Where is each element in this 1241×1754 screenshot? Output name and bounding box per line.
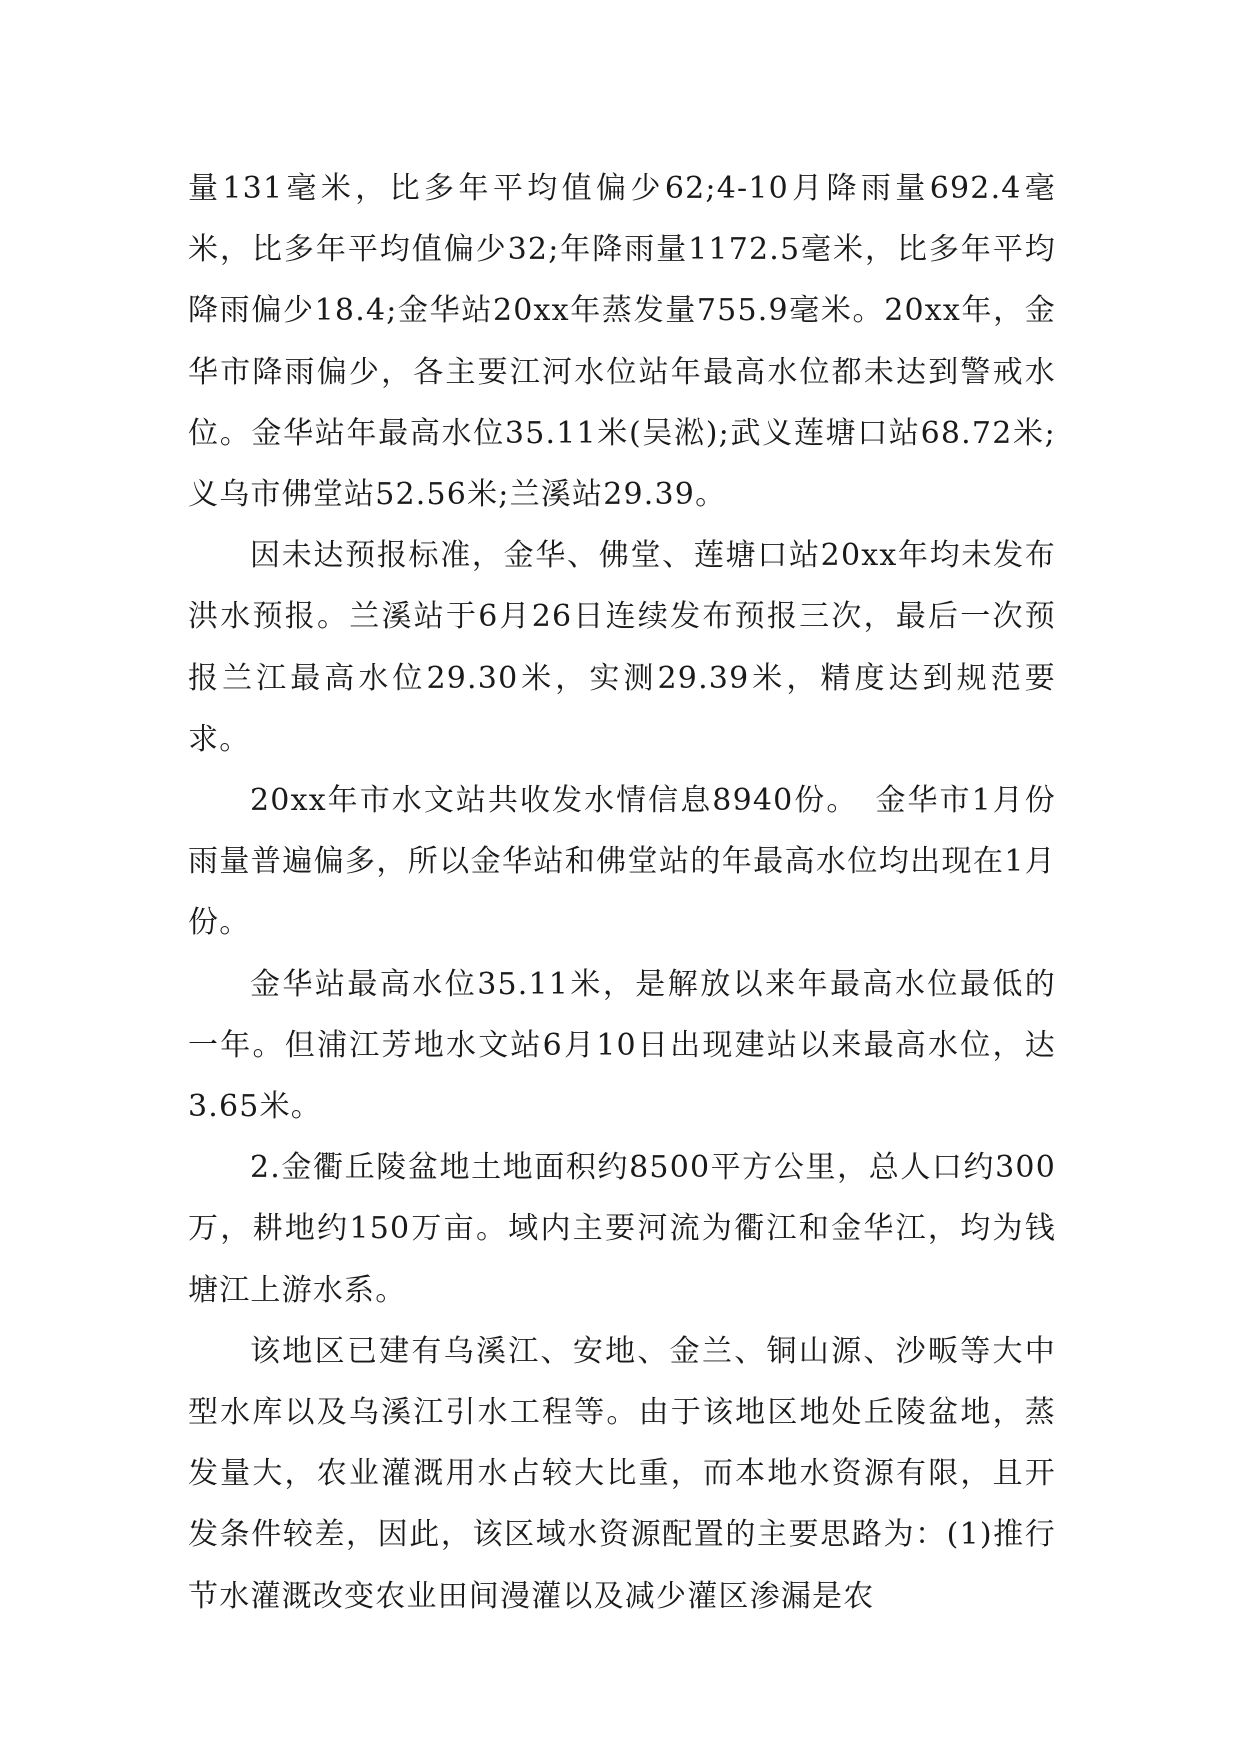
paragraph-basin-overview: 2.金衢丘陵盆地土地面积约8500平方公里，总人口约300万，耕地约150万亩。域内主要河流为衢江和金华江，均为钱塘江上游水系。 bbox=[188, 1150, 1056, 1308]
paragraph-highest-water-level: 金华站最高水位35.11米，是解放以来年最高水位最低的一年。但浦江芳地水文站6月10日出现建站以来最高水位，达3.65米。 bbox=[188, 966, 1056, 1125]
paragraph-rainfall-summary: 量131毫米，比多年平均值偏少62;4-10月降雨量692.4毫米，比多年平均值偏少32;年降雨量1172.5毫米，比多年平均降雨偏少18.4;金华站20xx年蒸发量755.9毫米。20xx年，金华市降雨偏少，各主要江河水位站年最高水位都未达到警戒水位。金华站年最高水位35.11米(吴淞);武义莲塘口站68.72米;义乌市佛堂站52.56米;兰溪站29.39。 bbox=[188, 171, 1056, 513]
paragraph-hydrology-info: 20xx年市水文站共收发水情信息8940份。 金华市1月份雨量普遍偏多，所以金华站和佛堂站的年最高水位均出现在1月份。 bbox=[188, 783, 1056, 941]
document-body bbox=[188, 158, 1056, 1627]
paragraph-water-resource-plan: 该地区已建有乌溪江、安地、金兰、铜山源、沙畈等大中型水库以及乌溪江引水工程等。由于该地区地处丘陵盆地，蒸发量大，农业灌溉用水占较大比重，而本地水资源有限，且开发条件较差，因此，该区域水资源配置的主要思路为：(1)推行节水灌溉改变农业田间漫灌以及减少灌区渗漏是农 bbox=[188, 1333, 1056, 1614]
paragraph-flood-forecast: 因未达预报标准，金华、佛堂、莲塘口站20xx年均未发布洪水预报。兰溪站于6月26日连续发布预报三次，最后一次预报兰江最高水位29.30米，实测29.39米，精度达到规范要求。 bbox=[188, 538, 1056, 757]
